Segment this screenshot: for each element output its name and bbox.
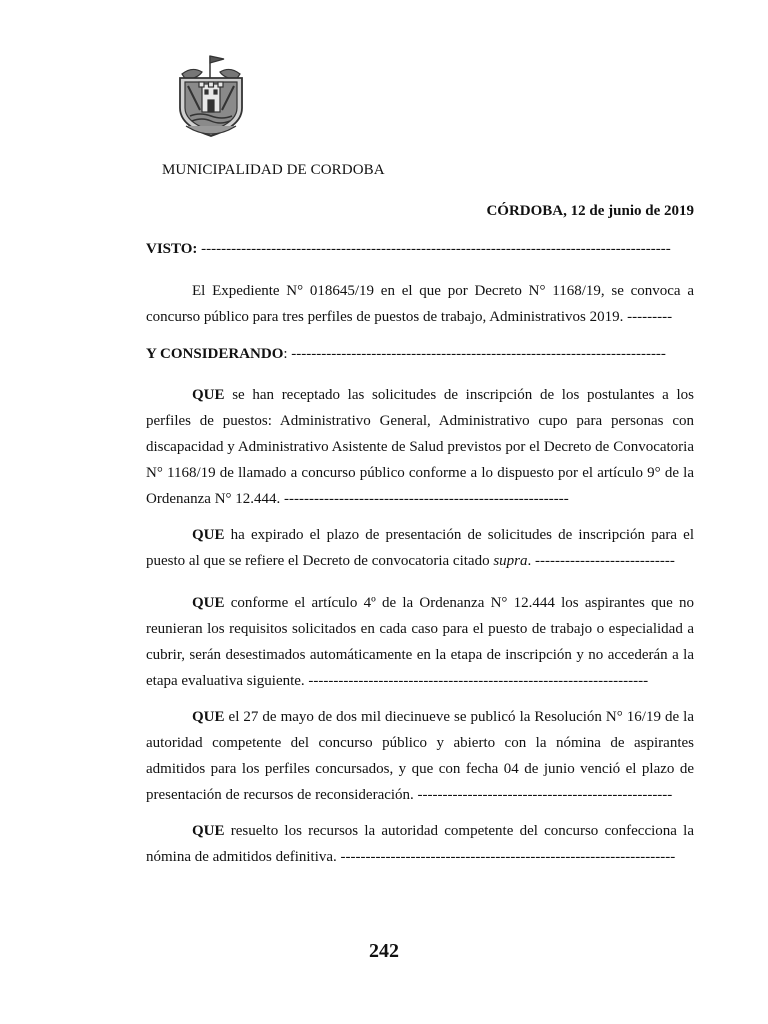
- considerando-heading: [146, 346, 694, 363]
- visto-text: El Expediente N° 018645/19 en el que por Decreto N° 1168/19, se convoca a concurso público para tres perfiles de puestos de trabajo, Administrativos 2019. ---------: [146, 283, 694, 325]
- considerando-paragraph-4: [146, 704, 694, 808]
- considerando-label: Y CONSIDERANDO: [146, 346, 284, 362]
- paragraph-text: [146, 818, 694, 870]
- paragraph-body: se han receptado las solicitudes de inscripción de los postulantes a los perfiles de puestos: Administrativo General, Administrativo cupo para personas con discapacidad y Administrativo Asistente de Salud previstos por el Decreto de Convocatoria N° 1168/19 de llamado a concurso público conforme a lo dispuesto por el artículo 9° de la Ordenanza N° 12.444. ---------------------------------------------------------: [146, 387, 694, 507]
- paragraph-text: [146, 522, 694, 574]
- paragraph-lead: QUE: [192, 595, 225, 611]
- paragraph-text: [146, 382, 694, 512]
- paragraph-body: conforme el artículo 4º de la Ordenanza N° 12.444 los aspirantes que no reunieran los requisitos solicitados en cada caso para el puesto de trabajo o especialidad a cubrir, serán desestimados automáticamente en la etapa de inscripción y no accederán a la etapa evaluativa siguiente. --------------------------------------------------------------------: [146, 595, 694, 689]
- visto-heading: [146, 241, 694, 258]
- visto-dashes: ----------------------------------------------------------------------------------------------: [197, 241, 671, 257]
- page-number: 242: [369, 940, 399, 962]
- document-date: CÓRDOBA, 12 de junio de 2019: [486, 203, 694, 219]
- considerando-paragraph-5: [146, 818, 694, 870]
- visto-paragraph: [146, 278, 694, 330]
- considerando-dashes: : ---------------------------------------------------------------------------: [283, 346, 666, 362]
- italic-term: supra: [493, 553, 528, 569]
- paragraph-lead: QUE: [192, 527, 225, 543]
- considerando-paragraph-3: [146, 590, 694, 694]
- considerando-paragraph-1: [146, 382, 694, 512]
- paragraph-body: resuelto los recursos la autoridad competente del concurso confecciona la nómina de admitidos definitiva. -------------------------------------------------------------------: [146, 823, 694, 865]
- visto-label: VISTO:: [146, 241, 198, 257]
- organization-name: MUNICIPALIDAD DE CORDOBA: [162, 162, 385, 178]
- paragraph-body: el 27 de mayo de dos mil diecinueve se publicó la Resolución N° 16/19 de la autoridad competente del concurso público y abierto con la nómina de aspirantes admitidos para los perfiles concursados, y que con fecha 04 de junio venció el plazo de presentación de recursos de reconsideración. ---------------------------------------------------: [146, 709, 694, 803]
- paragraph-body: ha expirado el plazo de presentación de solicitudes de inscripción para el puesto al que se refiere el Decreto de convocatoria citado supra. ----------------------------: [146, 527, 694, 569]
- coat-of-arms-icon: [172, 52, 250, 140]
- considerando-paragraph-2: [146, 522, 694, 574]
- paragraph-lead: QUE: [192, 823, 225, 839]
- paragraph-lead: QUE: [192, 709, 225, 725]
- paragraph-lead: QUE: [192, 387, 225, 403]
- paragraph-text: [146, 704, 694, 808]
- paragraph-text: [146, 590, 694, 694]
